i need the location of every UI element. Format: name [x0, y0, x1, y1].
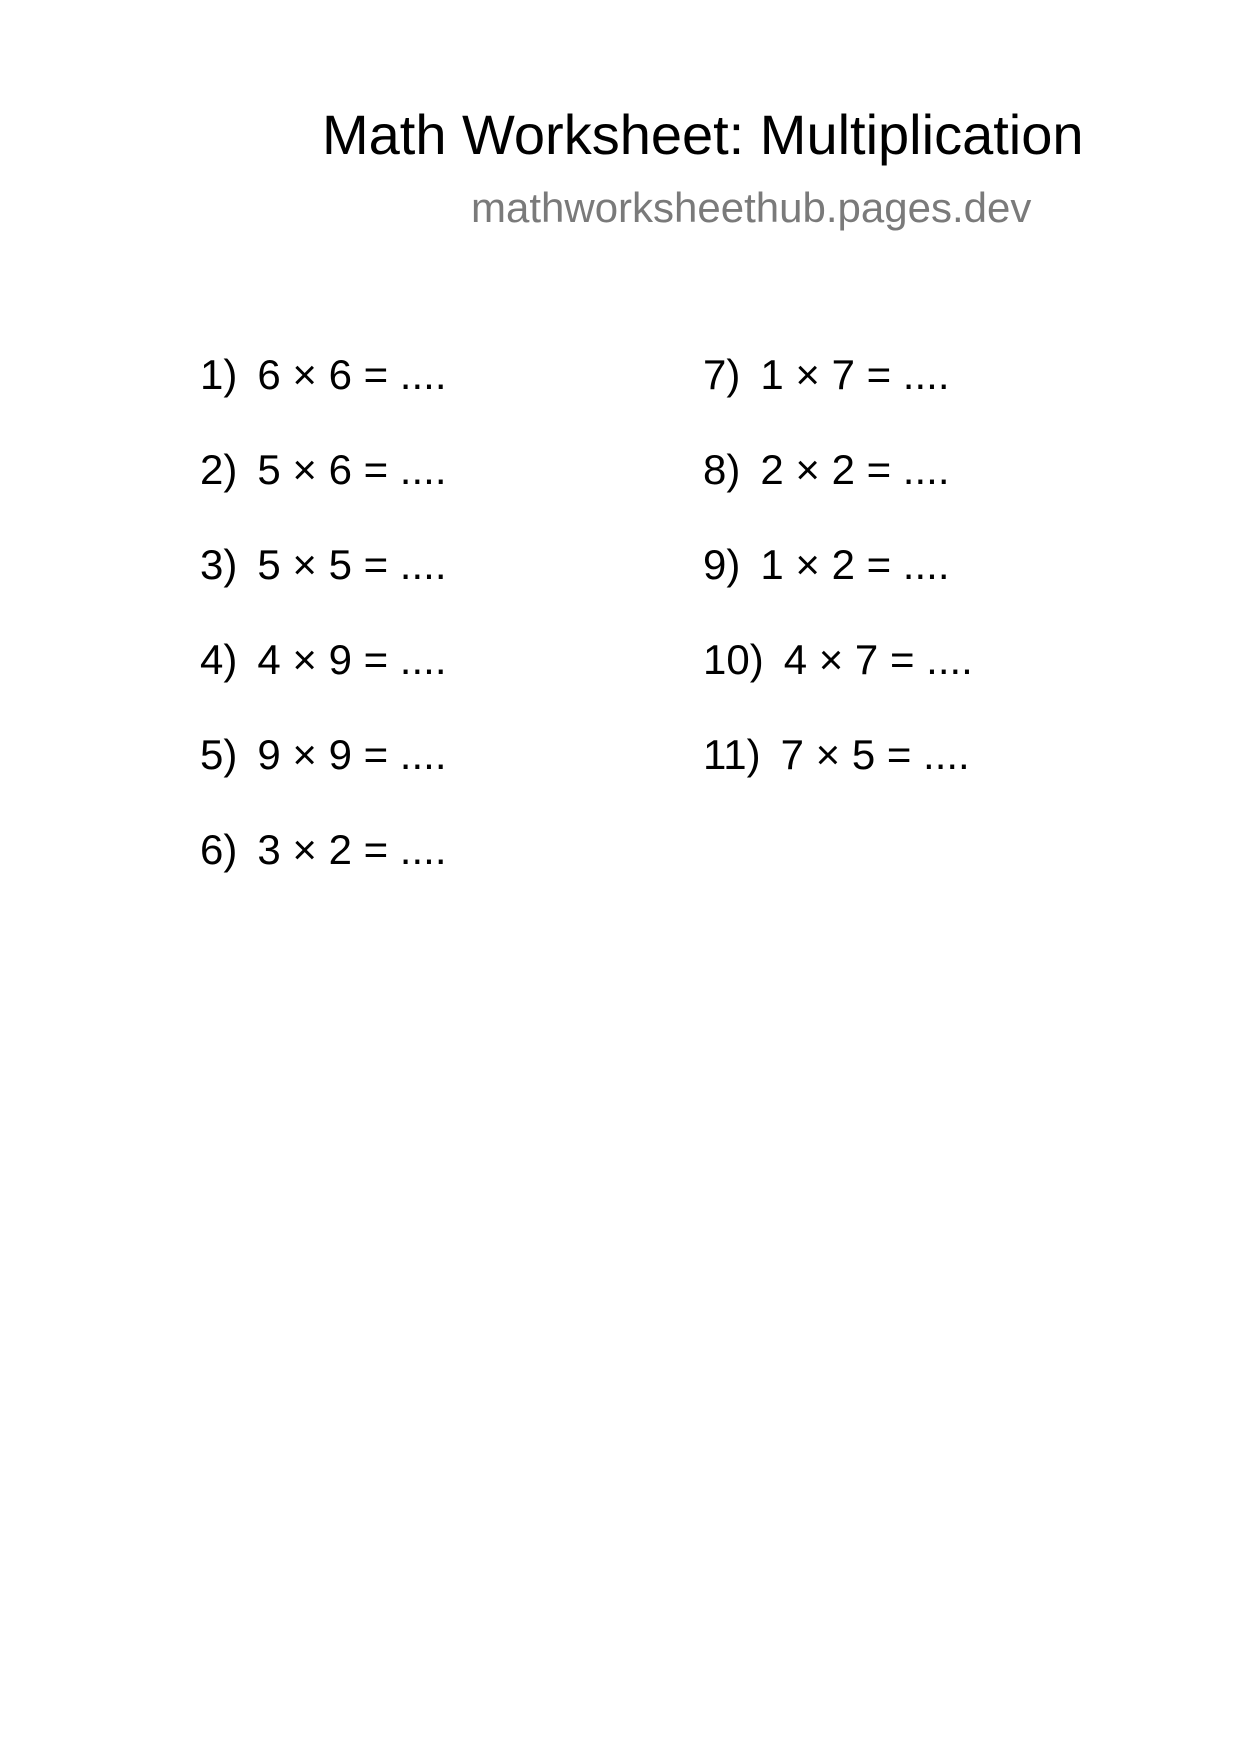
problem-expression: 5 × 5 = ....	[257, 541, 447, 588]
problem-column-right	[703, 347, 973, 822]
problem-column-left	[200, 347, 446, 917]
problem-number: 3)	[200, 541, 238, 588]
worksheet-title: Math Worksheet: Multiplication	[322, 103, 1084, 166]
problem-expression: 9 × 9 = ....	[257, 731, 447, 778]
problem-expression: 3 × 2 = ....	[257, 826, 447, 873]
problem-expression: 4 × 7 = ....	[783, 636, 973, 683]
problem-expression: 1 × 2 = ....	[760, 541, 950, 588]
problem-item	[200, 537, 446, 632]
problem-item	[200, 442, 446, 537]
problem-number: 11)	[703, 731, 761, 778]
problem-number: 10)	[703, 636, 764, 683]
problem-item	[200, 632, 446, 727]
problem-expression: 2 × 2 = ....	[760, 446, 950, 493]
problem-number: 5)	[200, 731, 238, 778]
problem-expression: 4 × 9 = ....	[257, 636, 447, 683]
problem-expression: 7 × 5 = ....	[780, 731, 970, 778]
problem-number: 7)	[703, 351, 741, 398]
problem-item	[200, 347, 446, 442]
problem-expression: 1 × 7 = ....	[760, 351, 950, 398]
problem-item	[703, 537, 973, 632]
problem-expression: 5 × 6 = ....	[257, 446, 447, 493]
problem-item	[200, 822, 446, 917]
problem-item	[703, 727, 973, 822]
problem-number: 9)	[703, 541, 741, 588]
worksheet-source-url: mathworksheethub.pages.dev	[471, 184, 1032, 231]
problem-number: 6)	[200, 826, 238, 873]
problem-item	[703, 632, 973, 727]
problem-number: 1)	[200, 351, 238, 398]
problem-number: 2)	[200, 446, 238, 493]
problem-item	[200, 727, 446, 822]
problem-number: 8)	[703, 446, 741, 493]
problem-item	[703, 347, 973, 442]
problem-number: 4)	[200, 636, 238, 683]
problem-item	[703, 442, 973, 537]
problem-expression: 6 × 6 = ....	[257, 351, 447, 398]
